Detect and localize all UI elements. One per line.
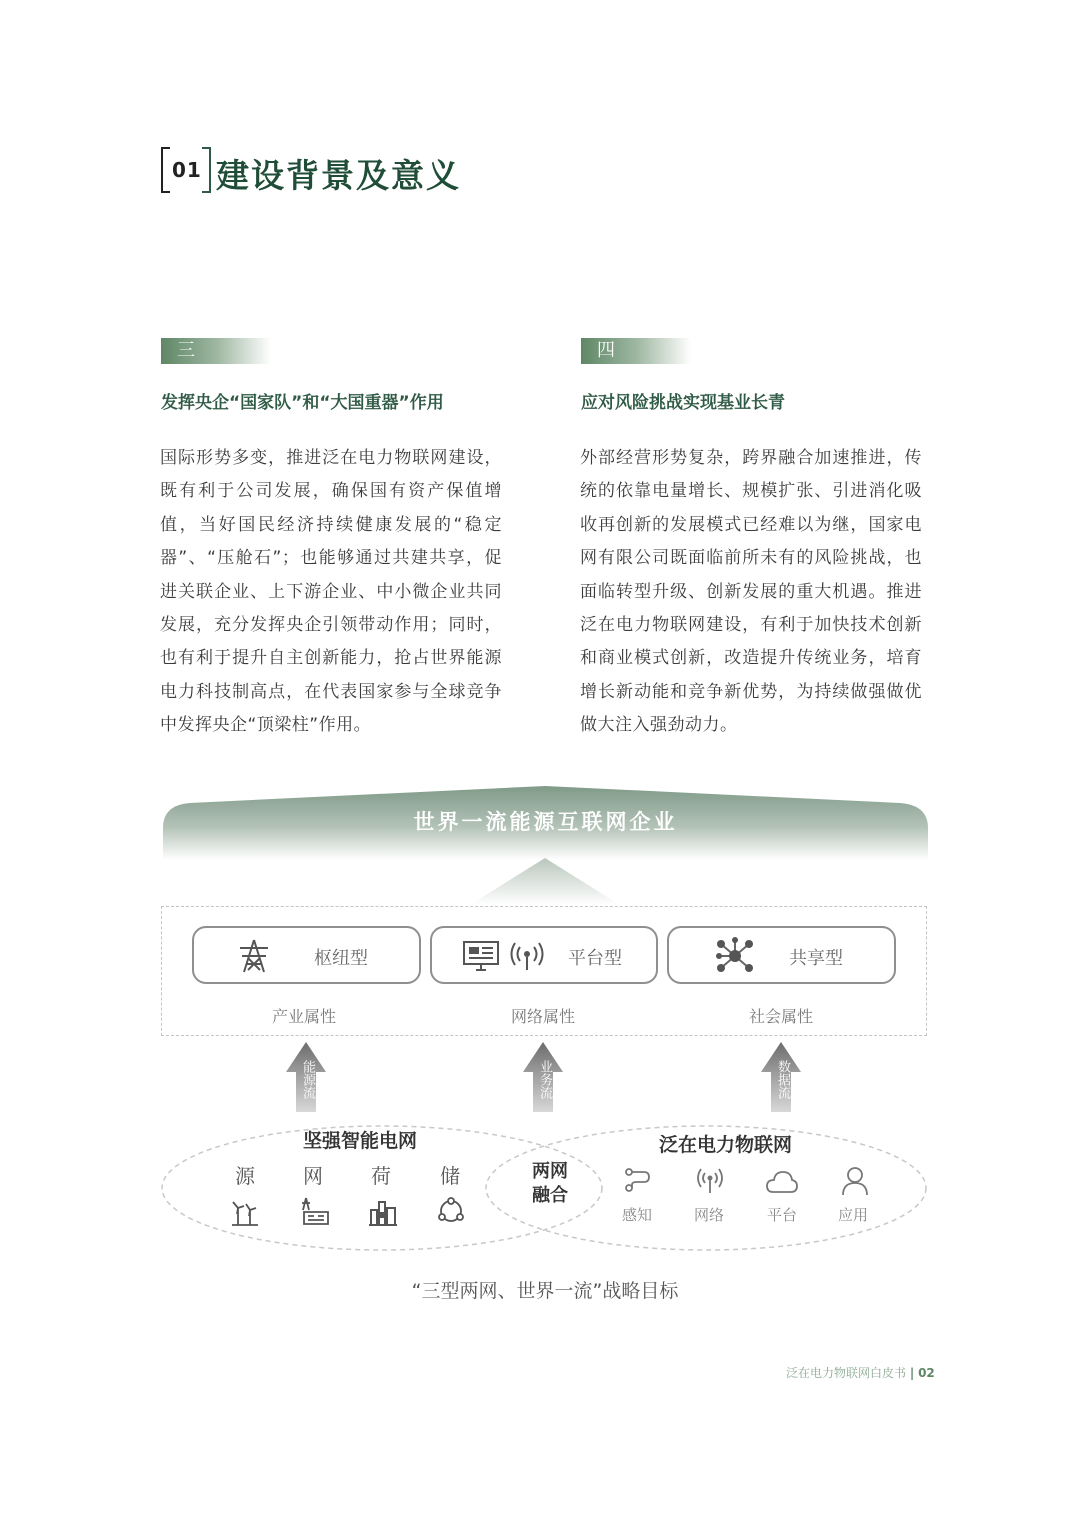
column-body: 外部经营形势复杂，跨界融合加速推进，传统的依靠电量增长、规模扩张、引进消化吸收再创新的发展模式已经难以为继，国家电网有限公司既面临前所未有的风险挑战，也面临转型升级、创新发展的重大机遇。推进泛在电力物联网建设，有利于加快技术创新和商业模式创新，改造提升传统业务，培育增长新动能和竞争新优势，为持续做强做优做大注入强劲动力。 xyxy=(580,448,922,736)
type-label: 枢纽型 xyxy=(314,948,368,969)
iot-item: 应用 xyxy=(838,1206,869,1224)
column-heading: 发挥央企“国家队”和“大国重器”作用 xyxy=(161,393,444,413)
diagram-caption: “三型两网、世界一流”战略目标 xyxy=(411,1280,679,1302)
signal-icon xyxy=(510,940,544,976)
column-heading: 应对风险挑战实现基业长青 xyxy=(581,393,785,413)
flow-label: 数据流 xyxy=(775,1060,790,1099)
grid-item: 荷 xyxy=(371,1164,391,1188)
rising-triangle xyxy=(470,858,620,905)
grid-title: 坚强智能电网 xyxy=(303,1130,418,1152)
section-number: 01 xyxy=(172,158,202,182)
attribute-label: 产业属性 xyxy=(272,1007,337,1026)
grid-item: 网 xyxy=(303,1164,323,1188)
storage-cycle-icon xyxy=(436,1196,466,1230)
factory-icon xyxy=(368,1198,398,1230)
footer-doc-title: 泛在电力物联网白皮书 xyxy=(786,1366,907,1380)
attribute-label: 社会属性 xyxy=(749,1007,814,1026)
type-label: 共享型 xyxy=(789,948,843,969)
iot-title: 泛在电力物联网 xyxy=(659,1134,793,1156)
page-footer xyxy=(786,1364,935,1381)
column-body: 国际形势多变，推进泛在电力物联网建设，既有利于公司发展，确保国有资产保值增值，当好国民经济持续健康发展的“稳定器”、“压舱石”；也能够通过共建共享，促进关联企业、上下游企业、中小微企业共同发展，充分发挥央企引领带动作用；同时，也有利于提升自主创新能力，抢占世界能源电力科技制高点，在代表国家参与全球竞争中发挥央企“顶梁柱”作用。 xyxy=(160,448,502,736)
flow-label: 业务流 xyxy=(537,1060,552,1099)
type-card-shared xyxy=(667,926,896,984)
user-icon xyxy=(840,1166,870,1200)
page-number: 02 xyxy=(918,1366,935,1380)
section-title: 建设背景及意义 xyxy=(216,156,461,195)
cloud-icon xyxy=(765,1168,799,1198)
flow-label: 能源流 xyxy=(300,1060,315,1099)
iot-item: 感知 xyxy=(622,1206,653,1224)
iot-item: 网络 xyxy=(694,1206,725,1224)
network-nodes-icon xyxy=(715,936,755,980)
sensor-icon xyxy=(624,1166,652,1198)
wireless-icon xyxy=(696,1166,724,1198)
grid-item: 源 xyxy=(235,1164,255,1188)
column-tag: 四 xyxy=(581,338,691,364)
type-label: 平台型 xyxy=(568,948,622,969)
iot-item: 平台 xyxy=(767,1206,798,1224)
attribute-label: 网络属性 xyxy=(511,1007,576,1026)
footer-separator: | xyxy=(909,1366,915,1380)
type-card-platform xyxy=(430,926,658,984)
power-tower-icon xyxy=(236,938,272,978)
top-banner-label: 世界一流能源互联网企业 xyxy=(413,810,678,834)
column-tag: 三 xyxy=(161,338,271,364)
wind-turbine-icon xyxy=(230,1198,260,1230)
merge-label: 两网 融合 xyxy=(532,1161,568,1206)
monitor-icon xyxy=(462,940,500,976)
grid-item: 储 xyxy=(440,1164,460,1188)
type-card-hub xyxy=(192,926,421,984)
grid-station-icon xyxy=(300,1196,330,1230)
